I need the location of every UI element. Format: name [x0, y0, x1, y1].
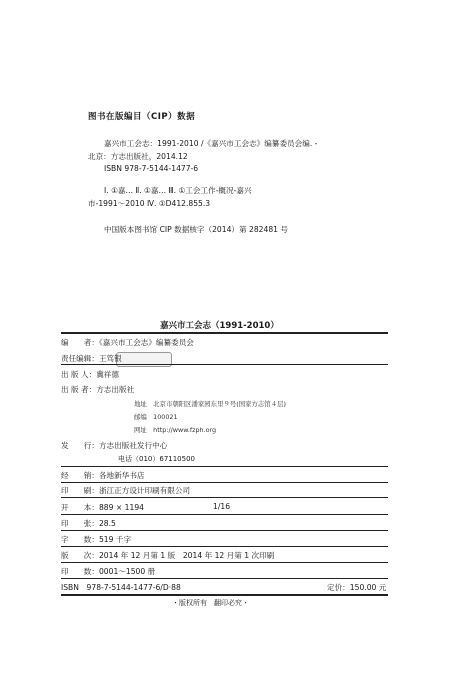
divider-bottom [61, 594, 388, 596]
divider-5 [61, 514, 388, 515]
cip-classification-line1: Ⅰ. ①嘉… Ⅱ. ①嘉… Ⅲ. ①工会工作-概况-嘉兴 [104, 186, 252, 195]
cip-line-title: 嘉兴市工会志：1991-2010 /《嘉兴市工会志》编纂委员会编. - [104, 139, 318, 148]
producer-line: 出 版 人：冀祥德 [61, 370, 119, 379]
format-line [61, 502, 144, 513]
price: 定价：150.00 元 [327, 583, 387, 592]
words-line: 字 数：519 千字 [61, 535, 132, 544]
publisher-address: 地址 北京市朝阳区潘家园东里９号(国家方志馆４层) [134, 400, 286, 408]
divider-1 [61, 364, 388, 365]
divider-7 [61, 546, 388, 547]
format-size: 1/16 [213, 502, 231, 511]
distributor-phone: 电话（010）67110500 [118, 455, 195, 463]
divider-top [61, 332, 388, 334]
book-title: 嘉兴市工会志（1991-2010） [160, 321, 279, 331]
responsible-editor-line: 责任编辑：王笃银 [61, 354, 122, 363]
divider-3 [61, 482, 388, 483]
format-label: 开 本： [61, 503, 99, 512]
cip-number: 中国版本图书馆 CIP 数据核字（2014）第 282481 号 [104, 225, 288, 234]
sheets-line: 印 张：28.5 [61, 519, 116, 528]
print-run-line: 印 数：0001～1500 册 [61, 567, 156, 576]
divider-4 [61, 497, 388, 498]
format-value: 889 × 1194 [98, 503, 144, 512]
divider-6 [61, 530, 388, 531]
editor-line: 编 者：《嘉兴市工会志》编纂委员会 [61, 338, 194, 347]
cip-line-publisher: 北京：方志出版社，2014.12 [88, 152, 188, 161]
isbn-line: ISBN 978-7-5144-1477-6/D·88 [61, 583, 181, 592]
cip-isbn: ISBN 978-7-5144-1477-6 [104, 164, 199, 173]
publisher-website: 网址 http://www.fzph.org [134, 426, 217, 434]
cip-heading: 图书在版编目（CIP）数据 [88, 112, 196, 122]
seller-line: 经 销：各地新华书店 [61, 471, 145, 480]
divider-9 [61, 578, 388, 579]
printer-line: 印 刷：浙江正方设计印刷有限公司 [61, 486, 191, 495]
rights-notice: ・版权所有 翻印必究・ [172, 599, 249, 607]
divider-8 [61, 562, 388, 563]
cip-classification-line2: 市-1991～2010 Ⅳ. ①D412.855.3 [88, 199, 211, 208]
distributor-line: 发 行：方志出版社发行中心 [61, 441, 168, 450]
divider-2 [61, 466, 388, 467]
publisher-postcode: 邮编 100021 [134, 413, 178, 421]
edition-line: 版 次：2014 年 12 月第 1 版 2014 年 12 月第 1 次印刷 [61, 551, 275, 560]
publisher-line: 出 版 者：方志出版社 [61, 385, 135, 394]
